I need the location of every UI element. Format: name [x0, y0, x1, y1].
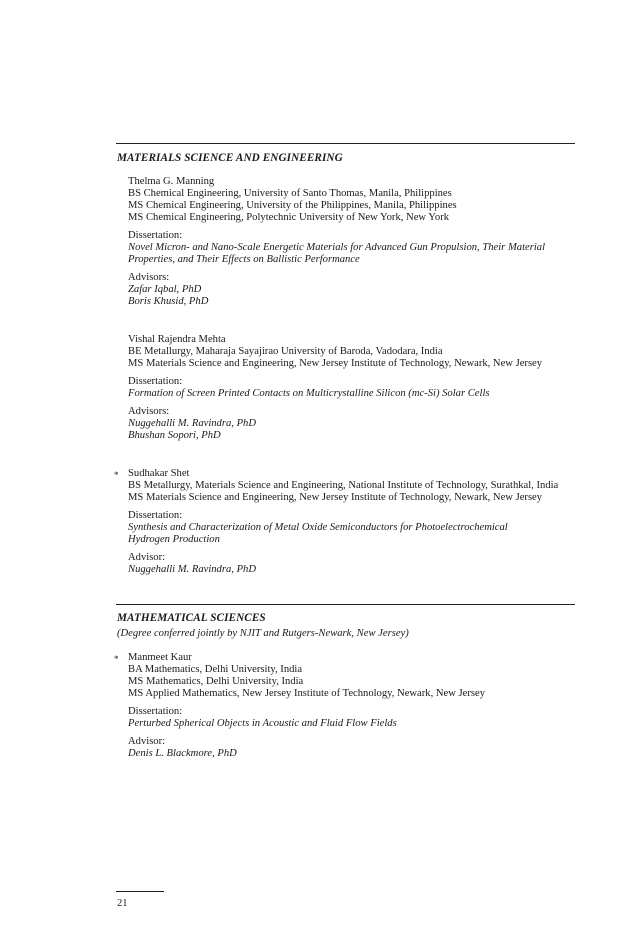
dissertation-title: Formation of Screen Printed Contacts on Multicrystalline Silicon (mc-Si) Solar Cells	[128, 388, 490, 399]
advisor-name: Nuggehalli M. Ravindra, PhD	[128, 564, 256, 575]
advisor-name: Bhushan Sopori, PhD	[128, 430, 221, 441]
degree-line: MS Mathematics, Delhi University, India	[128, 676, 304, 687]
page-number: 21	[117, 898, 128, 909]
section-rule	[116, 604, 575, 605]
degree-line: BS Chemical Engineering, University of Santo Thomas, Manila, Philippines	[128, 188, 452, 199]
advisor-label: Advisors:	[128, 406, 170, 417]
dissertation-label: Dissertation:	[128, 376, 183, 387]
degree-line: MS Materials Science and Engineering, New Jersey Institute of Technology, Newark, New Jersey	[128, 358, 543, 369]
dissertation-title: Hydrogen Production	[128, 534, 220, 545]
advisor-name: Denis L. Blackmore, PhD	[128, 748, 237, 759]
dissertation-title: Novel Micron- and Nano-Scale Energetic Materials for Advanced Gun Propulsion, Their Material	[128, 242, 546, 253]
asterisk-mark: *	[114, 470, 119, 480]
graduate-entry	[128, 176, 578, 308]
graduate-entry	[114, 652, 578, 760]
dissertation-label: Dissertation:	[128, 510, 183, 521]
advisor-name: Boris Khusid, PhD	[128, 296, 209, 307]
section-title: MATHEMATICAL SCIENCES	[117, 612, 266, 624]
footer-rule	[116, 891, 164, 892]
advisor-name: Zafar Iqbal, PhD	[128, 284, 202, 295]
graduate-entry	[128, 334, 578, 442]
section-rule	[116, 143, 575, 144]
degree-line: BE Metallurgy, Maharaja Sayajirao University of Baroda, Vadodara, India	[128, 346, 443, 357]
asterisk-mark: *	[114, 654, 119, 664]
degree-line: BA Mathematics, Delhi University, India	[128, 664, 303, 675]
dissertation-title: Properties, and Their Effects on Ballistic Performance	[128, 254, 360, 265]
advisor-label: Advisor:	[128, 736, 166, 747]
section-note: (Degree conferred jointly by NJIT and Rutgers-Newark, New Jersey)	[117, 628, 409, 639]
degree-line: MS Applied Mathematics, New Jersey Institute of Technology, Newark, New Jersey	[128, 688, 486, 699]
advisor-label: Advisors:	[128, 272, 170, 283]
graduate-name: Vishal Rajendra Mehta	[128, 334, 226, 345]
graduate-name: Thelma G. Manning	[128, 176, 215, 187]
degree-line: MS Chemical Engineering, Polytechnic University of New York, New York	[128, 212, 450, 223]
degree-line: MS Materials Science and Engineering, New Jersey Institute of Technology, Newark, New Jersey	[128, 492, 543, 503]
dissertation-label: Dissertation:	[128, 230, 183, 241]
degree-line: MS Chemical Engineering, University of the Philippines, Manila, Philippines	[128, 200, 457, 211]
graduate-entry	[114, 468, 578, 576]
dissertation-label: Dissertation:	[128, 706, 183, 717]
dissertation-title: Perturbed Spherical Objects in Acoustic and Fluid Flow Fields	[128, 718, 397, 729]
degree-line: BS Metallurgy, Materials Science and Engineering, National Institute of Technology, Surathkal, India	[128, 480, 559, 491]
graduate-name: Manmeet Kaur	[128, 652, 192, 663]
dissertation-title: Synthesis and Characterization of Metal Oxide Semiconductors for Photoelectrochemical	[128, 522, 508, 533]
section-title: MATERIALS SCIENCE AND ENGINEERING	[117, 152, 343, 164]
advisor-name: Nuggehalli M. Ravindra, PhD	[128, 418, 256, 429]
advisor-label: Advisor:	[128, 552, 166, 563]
graduate-name: Sudhakar Shet	[128, 468, 190, 479]
